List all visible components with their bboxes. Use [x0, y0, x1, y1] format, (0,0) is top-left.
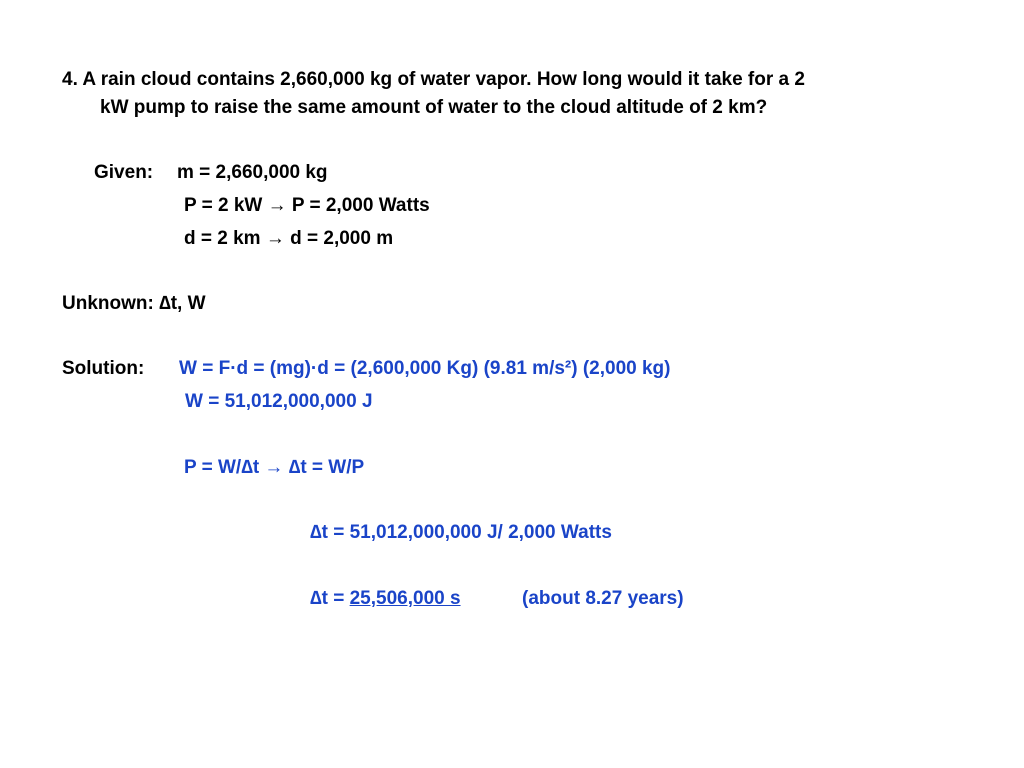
time-answer-row [310, 587, 461, 611]
time-prefix: ∆t = [310, 588, 350, 609]
time-substitution: ∆t = 51,012,000,000 J/ 2,000 Watts [310, 522, 612, 543]
given-power: P = 2 kW → P = 2,000 Watts [184, 195, 430, 216]
given-mass: m = 2,660,000 kg [177, 162, 328, 183]
solution-label: Solution: [62, 358, 145, 379]
unknown-label: Unknown: [62, 293, 154, 314]
unknown-value: ∆t, W [159, 293, 206, 314]
time-note: (about 8.27 years) [522, 588, 684, 609]
given-label: Given: [94, 162, 154, 183]
work-equation: W = F·d = (mg)·d = (2,600,000 Kg) (9.81 m/s²) (2,000 kg) [179, 358, 671, 379]
power-relation: P = W/∆t → ∆t = W/P [184, 457, 365, 478]
unknown-row [62, 292, 206, 316]
problem-line-2: kW pump to raise the same amount of water to the cloud altitude of 2 km? [100, 97, 768, 118]
work-result: W = 51,012,000,000 J [185, 391, 373, 412]
problem-line-1: 4. A rain cloud contains 2,660,000 kg of water vapor. How long would it take for a 2 [62, 69, 805, 90]
time-answer: 25,506,000 s [349, 588, 461, 609]
given-distance: d = 2 km → d = 2,000 m [184, 228, 394, 249]
